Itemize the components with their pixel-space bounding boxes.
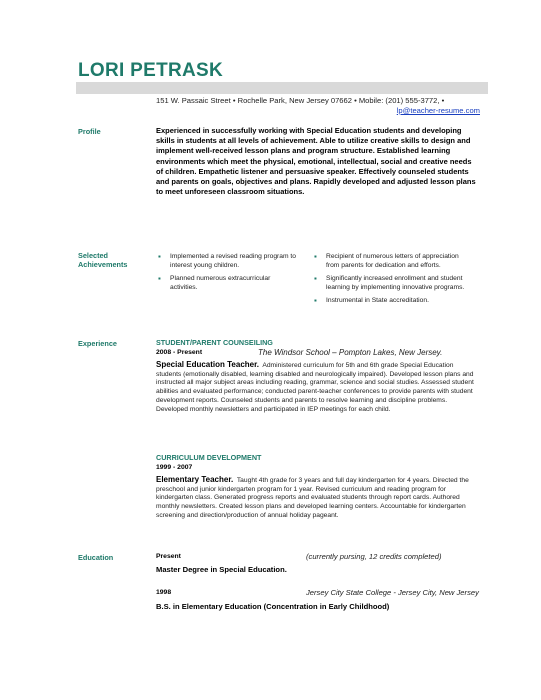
job-title: Elementary Teacher.: [156, 475, 234, 484]
section-label-profile: Profile: [78, 127, 101, 136]
experience-description-1: Special Education Teacher. Administered curriculum for 5th and 6th grade Special Education students (emotionally disabled, learning disabled and neurologically impaired). Developed lesson plans and instructed all major subject areas including reading, grammar, science and social studies. Assessed student abilities and evaluated performance; conducted parent-teacher conferences to provide parents with student development reports. Counseled students and parents to resolve learning and discipline problems. Developed monthly newsletters and participated in IEP meetings for each child.: [156, 360, 474, 413]
contact-info: [156, 96, 486, 116]
section-label-education: Education: [78, 553, 114, 562]
education-date-2: 1998: [156, 589, 172, 596]
experience-dates-1: 2008 - Present: [156, 349, 203, 356]
list-item: ▪ Implemented a revised reading program to interest young children.: [158, 252, 297, 269]
section-label-experience: Experience: [78, 339, 117, 348]
experience-description-2: Elementary Teacher. Taught 4th grade for 3 years and full day kindergarten for 4 years. Directed the preschool and junior kindergarten program for 1 year. Revised curriculum and reading program for kindergarten class. Generated progress reports and evaluated students through report cards. Authored monthly newsletters. Created lesson plans and developed learning centers. Accountable for kindergarten screening and direction/production of annual holiday pageant.: [156, 475, 469, 519]
education-degree-2: B.S. in Elementary Education (Concentration in Early Childhood): [156, 602, 390, 611]
job-title: Special Education Teacher.: [156, 360, 259, 369]
achievements-right-list: [312, 253, 472, 311]
bullet-icon: ▪: [158, 252, 161, 261]
list-item: ▪ Recipient of numerous letters of appreciation from parents for dedication and efforts.: [314, 252, 459, 269]
resume-name: LORI PETRASK: [78, 60, 224, 81]
contact-address: 151 W. Passaic Street • Rochelle Park, New Jersey 07662 • Mobile: (201) 555-3772, •: [156, 96, 445, 105]
bullet-icon: ▪: [314, 252, 317, 261]
experience-heading-1: STUDENT/PARENT COUNSEILING: [156, 338, 273, 347]
education-date-1: Present: [156, 553, 181, 560]
bullet-icon: ▪: [314, 274, 317, 284]
experience-dates-2: 1999 - 2007: [156, 464, 193, 471]
list-item: ▪ Planned numerous extracurricular activities.: [158, 274, 271, 291]
list-item: ▪ Instrumental in State accreditation.: [314, 296, 429, 306]
achievements-left-list: [156, 253, 296, 297]
education-degree-1: Master Degree in Special Education.: [156, 565, 287, 574]
experience-heading-2: CURRICULUM DEVELOPMENT: [156, 453, 262, 462]
bullet-icon: ▪: [158, 274, 161, 284]
experience-place-1: The Windsor School – Pompton Lakes, New Jersey.: [258, 348, 443, 357]
header-bar: [76, 82, 488, 94]
education-note-1: (currently pursing, 12 credits completed): [306, 552, 442, 561]
education-note-2: Jersey City State College - Jersey City, New Jersey: [306, 588, 479, 597]
profile-text: Experienced in successfully working with Special Education students and developing skills in students at all levels of achievement. Able to utilize creative skills to design and implement well-received lesson plans and program structure. Established learning environments which meet the physical, emotional, intellectual, social and creative needs of children. Empathetic listener and persuasive speaker. Effectively counseled students and parents on goals, objectives and plans. Rapidly developed and adjusted lesson plans to meet unforeseen classroom situations.: [156, 126, 476, 197]
bullet-icon: ▪: [314, 296, 317, 306]
section-label-achievements: Selected Achievements: [78, 251, 128, 269]
contact-email[interactable]: lp@teacher-resume.com: [396, 106, 480, 115]
list-item: ▪ Significantly increased enrollment and student learning by implementing innovative programs.: [314, 274, 465, 291]
